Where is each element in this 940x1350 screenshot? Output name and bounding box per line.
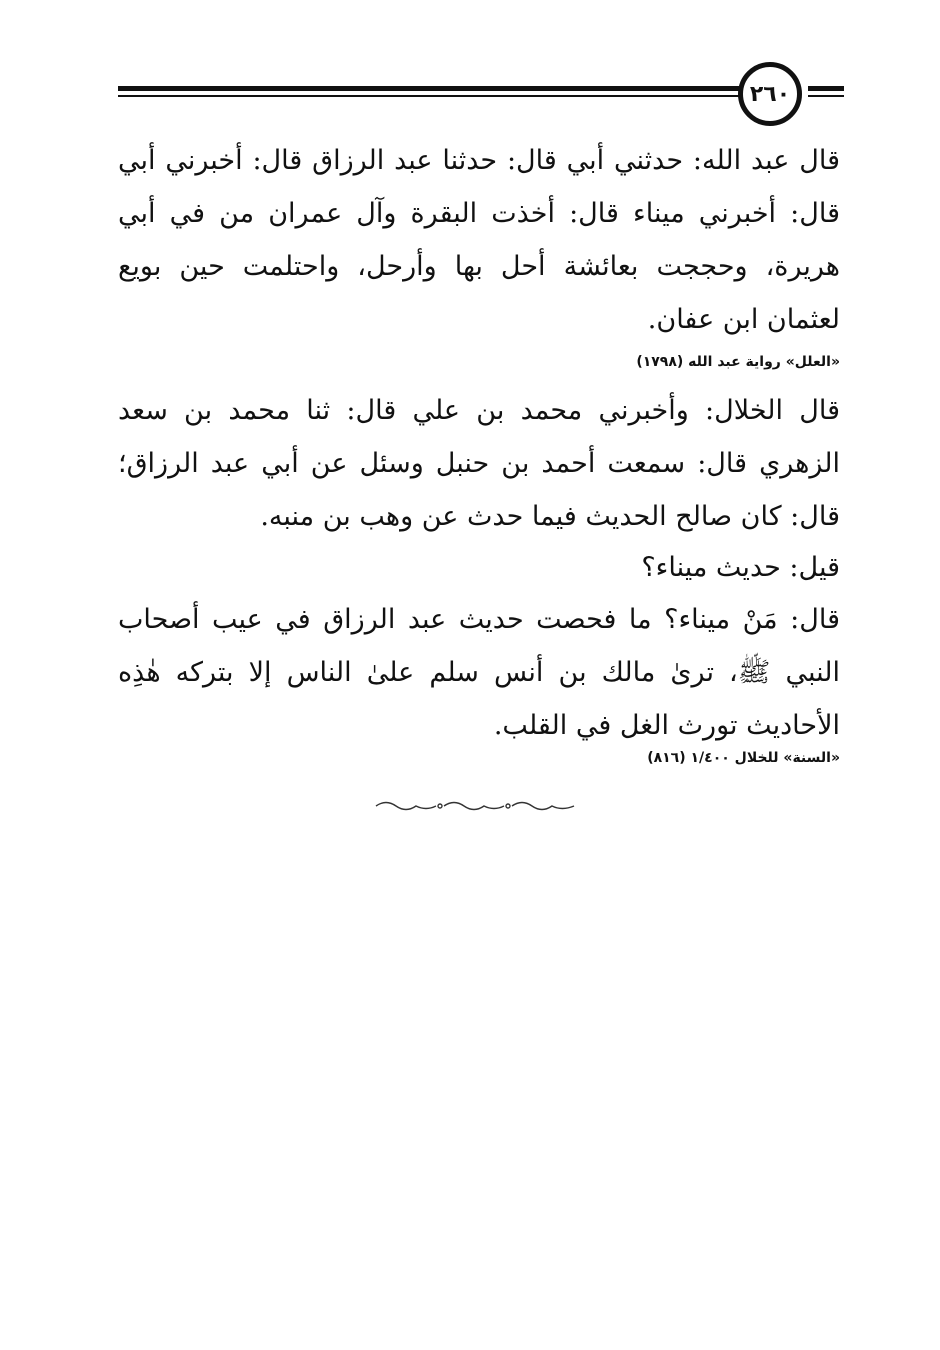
header-rule-right <box>808 86 844 100</box>
header-rule <box>118 86 740 100</box>
source-citation-2: «السنة» للخلال ١/٤٠٠ (٨١٦) <box>647 750 840 766</box>
page-number-badge <box>738 62 802 126</box>
paragraph-2: قال الخلال: وأخبرني محمد بن علي قال: ثنا محمد بن سعد الزهري قال: سمعت أحمد بن حنبل وسئل عن أبي عبد الرزاق؛ قال: كان صالح الحديث فيما حدث عن وهب بن منبه. <box>118 395 840 532</box>
paragraph-1: قال عبد الله: حدثني أبي قال: حدثنا عبد الرزاق قال: أخبرني أبي قال: أخبرني ميناء قال: أخذت البقرة وآل عمران من في أبي هريرة، وحججت بعائشة أحل بها وأرحل، واحتلمت حين بويع لعثمان ابن عفان. <box>118 145 840 335</box>
paragraph-4: قال: مَنْ ميناء؟ ما فحصت حديث عبد الرزاق في عيب أصحاب النبي ﷺ، ترىٰ مالك بن أنس سلم علىٰ الناس إلا بتركه هٰذِه الأحاديث تورث الغل في القلب. <box>118 604 840 741</box>
page-number: ٢٦٠ <box>749 81 791 107</box>
end-ornament-icon <box>372 798 578 814</box>
paragraph-3: قيل: حديث ميناء؟ <box>641 552 840 583</box>
source-citation-1: «العلل» رواية عبد الله (١٧٩٨) <box>636 354 840 370</box>
